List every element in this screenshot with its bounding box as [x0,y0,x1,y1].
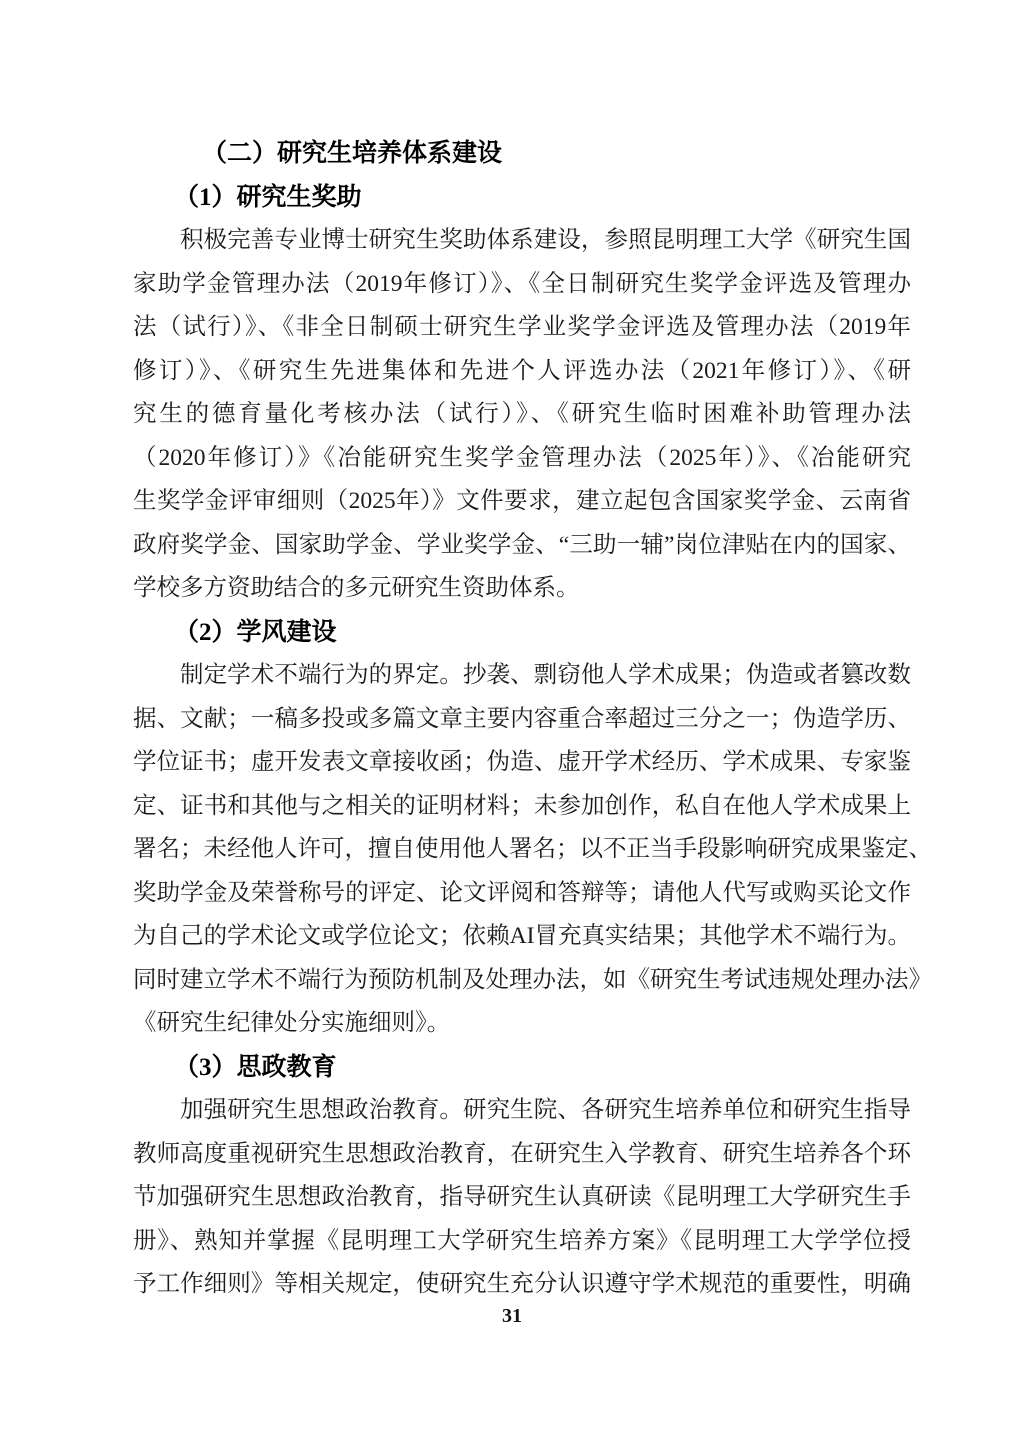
paragraph-line: 予工作细则》等相关规定，使研究生充分认识遵守学术规范的重要性，明确 [133,1271,911,1297]
page-number: 31 [502,1305,522,1327]
paragraph-line: 为自己的学术论文或学位论文；依赖AI冒充真实结果；其他学术不端行为。 [133,923,911,949]
section-heading: （二）研究生培养体系建设 [202,140,503,167]
paragraph-line: 同时建立学术不端行为预防机制及处理办法，如《研究生考试违规处理办法》 [133,966,932,993]
paragraph-line: 法（试行）》、《非全日制硕士研究生学业奖学金评选及管理办法（2019年 [133,314,911,340]
paragraph-line: 学校多方资助结合的多元研究生资助体系。 [133,575,580,601]
paragraph-line: 家助学金管理办法（2019年修订）》、《全日制研究生奖学金评选及管理办 [133,270,911,297]
subsection-heading: （3）思政教育 [174,1053,337,1081]
subsection-heading: （2）学风建设 [174,618,337,646]
paragraph-line: 学位证书；虚开发表文章接收函；伪造、虚开学术经历、学术成果、专家鉴 [133,749,911,775]
paragraph-line: 积极完善专业博士研究生奖助体系建设，参照昆明理工大学《研究生国 [180,227,911,253]
paragraph-line: 教师高度重视研究生思想政治教育，在研究生入学教育、研究生培养各个环 [133,1140,911,1167]
paragraph-line: 定、证书和其他与之相关的证明材料；未参加创作，私自在他人学术成果上 [133,792,911,819]
paragraph-line: 署名；未经他人许可，擅自使用他人署名；以不正当手段影响研究成果鉴定、 [133,836,932,862]
paragraph-line: （2020年修订）》《冶能研究生奖学金管理办法（2025年）》、《冶能研究 [133,444,911,471]
document-content [133,132,932,1307]
subsection-heading: （1）研究生奖助 [174,183,362,211]
paragraph-line: 节加强研究生思想政治教育，指导研究生认真研读《昆明理工大学研究生手 [133,1184,911,1210]
paragraph-line: 究生的德育量化考核办法（试行）》、《研究生临时困难补助管理办法 [133,401,911,427]
paragraph-line: 修订）》、《研究生先进集体和先进个人评选办法（2021年修订）》、《研 [133,357,911,384]
paragraph-line: 册》、熟知并掌握《昆明理工大学研究生培养方案》《昆明理工大学学位授 [133,1227,911,1254]
paragraph-line: 奖助学金及荣誉称号的评定、论文评阅和答辩等；请他人代写或购买论文作 [133,879,911,906]
paragraph-line: 政府奖学金、国家助学金、学业奖学金、“三助一辅”岗位津贴在内的国家、 [133,531,911,558]
paragraph-line: 据、文献；一稿多投或多篇文章主要内容重合率超过三分之一；伪造学历、 [133,705,911,732]
paragraph-line: 制定学术不端行为的界定。抄袭、剽窃他人学术成果；伪造或者篡改数 [180,662,911,688]
paragraph-line: 加强研究生思想政治教育。研究生院、各研究生培养单位和研究生指导 [180,1097,911,1123]
paragraph-line: 生奖学金评审细则（2025年）》文件要求，建立起包含国家奖学金、云南省 [133,488,911,514]
paragraph-line: 《研究生纪律处分实施细则》。 [133,1010,451,1036]
